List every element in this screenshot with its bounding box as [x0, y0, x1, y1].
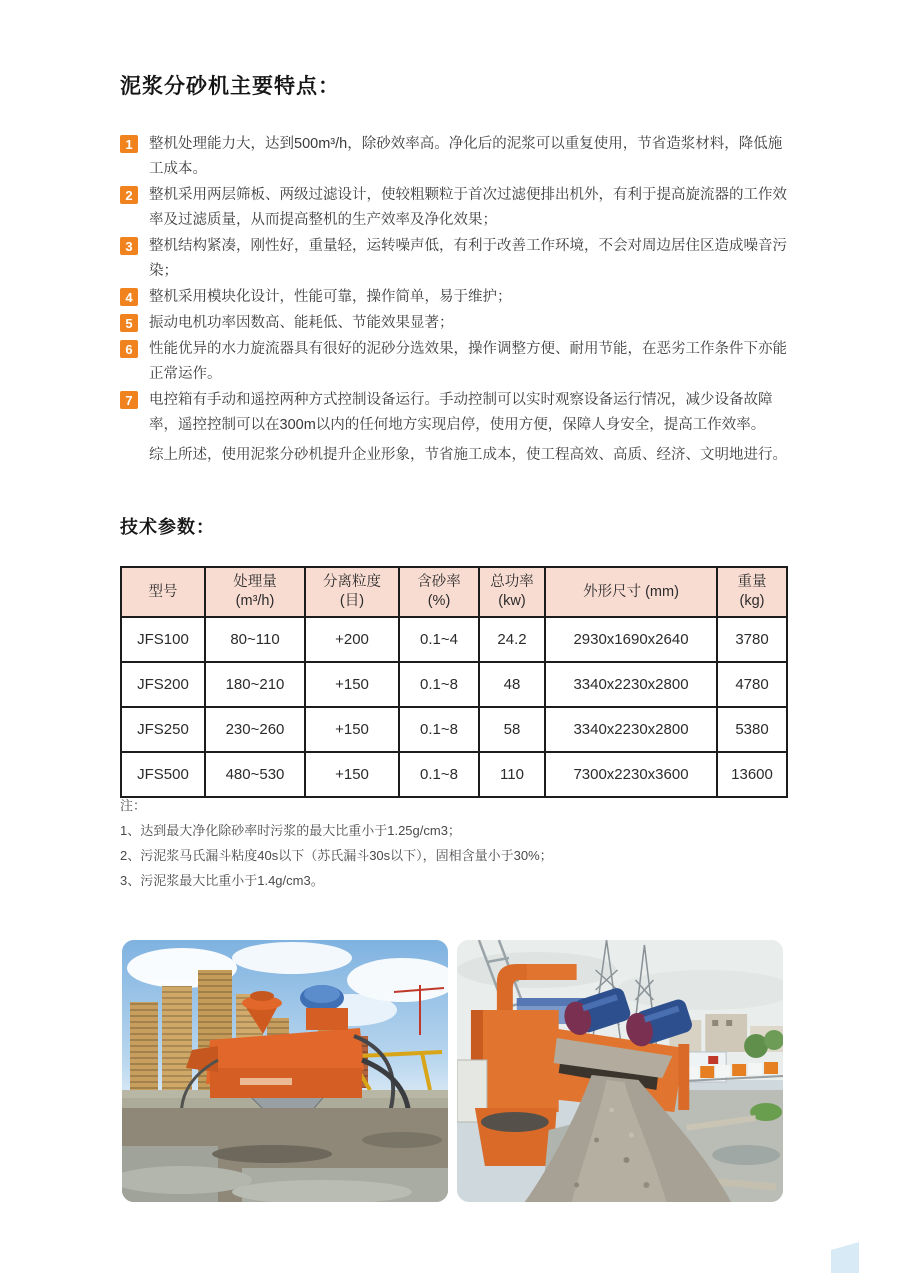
- cell: 180~210: [205, 662, 305, 707]
- feature-number-badge: 7: [120, 391, 138, 409]
- cell: JFS250: [121, 707, 205, 752]
- col-header-power: 总功率 (kw): [479, 567, 545, 617]
- cell: 7300x2230x3600: [545, 752, 717, 797]
- summary-paragraph: 综上所述，使用泥浆分砂机提升企业形象，节省施工成本，使工程高效、高质、经济、文明地进行。: [149, 447, 787, 463]
- feature-item-1: [120, 132, 788, 182]
- feature-text: 整机处理能力大，达到500m³/h，除砂效率高。净化后的泥浆可以重复使用，节省造浆材料，降低施工成本。: [149, 136, 783, 177]
- cell: 3340x2230x2800: [545, 707, 717, 752]
- feature-number-badge: 5: [120, 314, 138, 332]
- cell: JFS500: [121, 752, 205, 797]
- tech-params-heading: 技术参数：: [120, 517, 215, 537]
- cell: 2930x1690x2640: [545, 617, 717, 662]
- cell: 3340x2230x2800: [545, 662, 717, 707]
- note-item-1: 1、达到最大净化除砂率时污浆的最大比重小于1.25g/cm3；: [120, 823, 461, 838]
- cell: +150: [305, 707, 399, 752]
- table-row-jfs100: [121, 617, 787, 662]
- feature-text: 整机结构紧凑，刚性好，重量轻，运转噪声低，有利于改善工作环境，不会对周边居住区造成噪音污染；: [149, 238, 787, 279]
- col-header-sand-rate: 含砂率 (%): [399, 567, 479, 617]
- feature-item-4: [120, 285, 788, 310]
- cell: 0.1~4: [399, 617, 479, 662]
- spec-table: [120, 566, 788, 798]
- feature-number-badge: 3: [120, 237, 138, 255]
- photo-row: [122, 940, 784, 1202]
- cell: +150: [305, 752, 399, 797]
- cell: JFS200: [121, 662, 205, 707]
- notes-section: [120, 793, 788, 893]
- cell: 13600: [717, 752, 787, 797]
- feature-number-badge: 2: [120, 186, 138, 204]
- cell: 4780: [717, 662, 787, 707]
- cell: 5380: [717, 707, 787, 752]
- cell: +150: [305, 662, 399, 707]
- cell: 58: [479, 707, 545, 752]
- table-row-jfs200: [121, 662, 787, 707]
- feature-item-2: [120, 183, 788, 233]
- cell: 480~530: [205, 752, 305, 797]
- cell: 80~110: [205, 617, 305, 662]
- table-row-jfs500: [121, 752, 787, 797]
- cell: 0.1~8: [399, 707, 479, 752]
- col-header-capacity: 处理量 (m³/h): [205, 567, 305, 617]
- col-header-weight: 重量 (kg): [717, 567, 787, 617]
- table-row-jfs250: [121, 707, 787, 752]
- cell: 110: [479, 752, 545, 797]
- col-header-separation-size: 分离粒度 (目): [305, 567, 399, 617]
- notes-label: 注：: [120, 798, 147, 813]
- feature-number-badge: 6: [120, 340, 138, 358]
- feature-text: 性能优异的水力旋流器具有很好的泥砂分选效果，操作调整方便、耐用节能，在恶劣工作条件下亦能正常运作。: [149, 341, 787, 382]
- site-photo-left-illustration: [122, 940, 448, 1202]
- feature-list: [120, 132, 788, 439]
- feature-item-5: [120, 311, 788, 336]
- cell: 230~260: [205, 707, 305, 752]
- feature-number-badge: 1: [120, 135, 138, 153]
- spec-table-header: [121, 567, 787, 617]
- feature-text: 电控箱有手动和遥控两种方式控制设备运行。手动控制可以实时观察设备运行情况，减少设备故障率，遥控控制可以在300m以内的任何地方实现启停，使用方便，保障人身安全，提高工作效率。: [149, 392, 773, 433]
- feature-text: 振动电机功率因数高、能耗低、节能效果显著；: [149, 315, 454, 331]
- feature-number-badge: 4: [120, 288, 138, 306]
- page-title: 泥浆分砂机主要特点：: [120, 75, 340, 98]
- cell: 0.1~8: [399, 752, 479, 797]
- corner-decoration: [831, 1242, 859, 1273]
- cell: 0.1~8: [399, 662, 479, 707]
- cell: +200: [305, 617, 399, 662]
- col-header-model: 型号: [121, 567, 205, 617]
- col-header-dimensions: 外形尺寸 (mm): [545, 567, 717, 617]
- feature-item-7: [120, 388, 788, 438]
- cell: JFS100: [121, 617, 205, 662]
- site-photo-right-illustration: [457, 940, 783, 1202]
- cell: 48: [479, 662, 545, 707]
- feature-text: 整机采用两层筛板、两级过滤设计，使较粗颗粒于首次过滤便排出机外，有利于提高旋流器的工作效率及过滤质量，从而提高整机的生产效率及净化效果；: [149, 187, 787, 228]
- cell: 24.2: [479, 617, 545, 662]
- feature-text: 整机采用模块化设计，性能可靠，操作简单，易于维护；: [149, 289, 512, 305]
- feature-item-3: [120, 234, 788, 284]
- note-item-3: 3、污泥浆最大比重小于1.4g/cm3。: [120, 873, 324, 888]
- feature-item-6: [120, 337, 788, 387]
- note-item-2: 2、污泥浆马氏漏斗粘度40s以下（苏氏漏斗30s以下），固相含量小于30%；: [120, 848, 553, 863]
- site-photo-machine-with-towers: [122, 940, 448, 1202]
- cell: 3780: [717, 617, 787, 662]
- site-photo-machine-sand-discharge: [457, 940, 783, 1202]
